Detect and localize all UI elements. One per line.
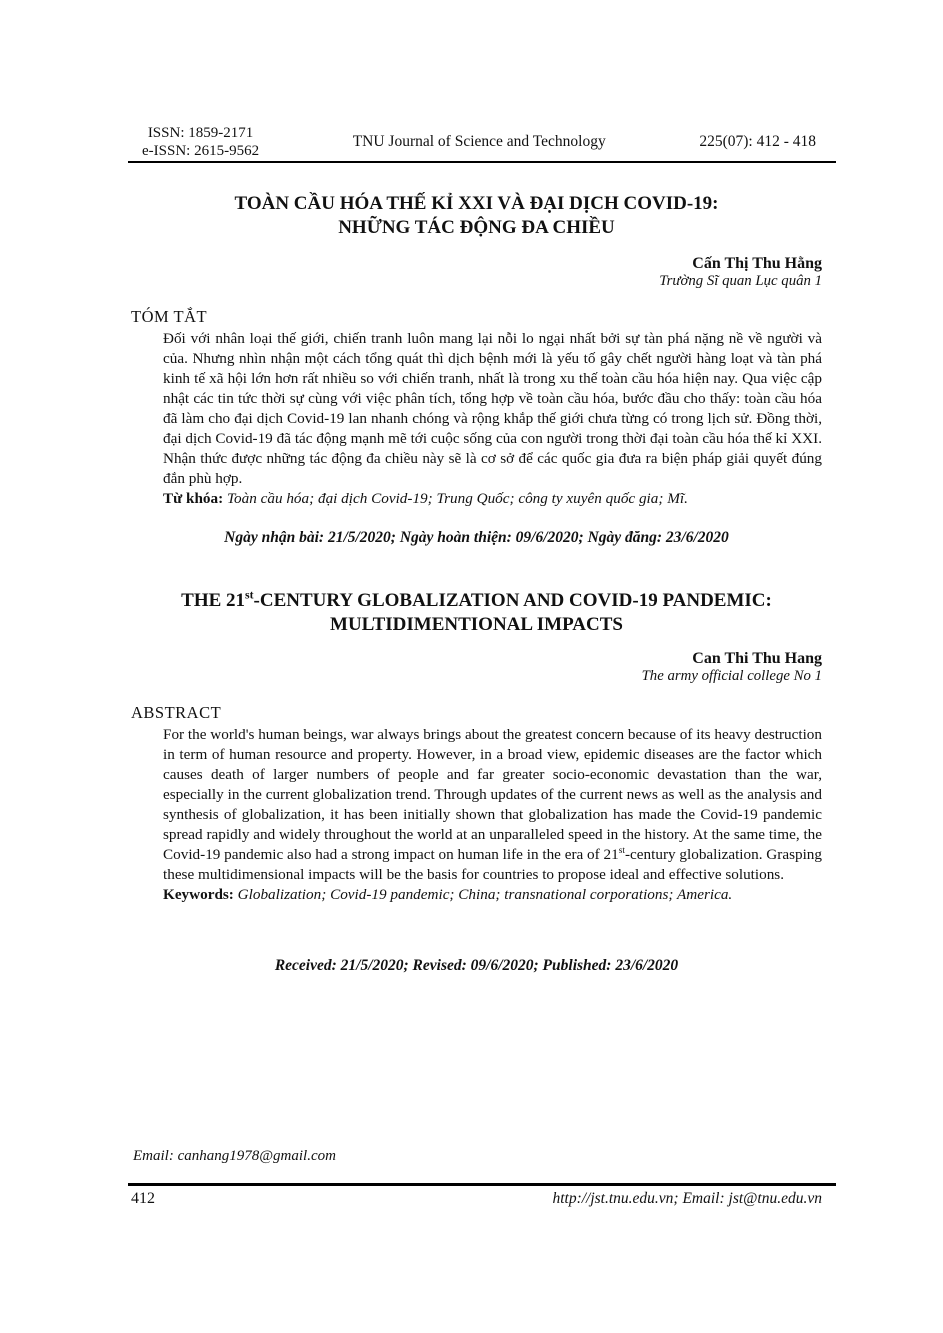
vi-keywords-label: Từ khóa: xyxy=(163,490,224,507)
en-author-affiliation: The army official college No 1 xyxy=(641,668,822,684)
footer-rule xyxy=(128,1183,836,1186)
en-article-title xyxy=(131,589,822,637)
eissn-line: e-ISSN: 2615-9562 xyxy=(142,143,260,159)
vi-author-name: Cấn Thị Thu Hằng xyxy=(692,255,822,272)
en-keywords-label: Keywords: xyxy=(163,886,234,903)
page-number: 412 xyxy=(131,1190,155,1207)
issn-line: ISSN: 1859-2171 xyxy=(147,125,254,141)
en-abstract-part2: -century globalization. Grasping these multidimensional impacts will be the basis for countries to propose ideal and effective solutions. xyxy=(163,846,822,883)
journal-name: TNU Journal of Science and Technology xyxy=(352,133,606,150)
vi-title-line2: NHỮNG TÁC ĐỘNG ĐA CHIỀU xyxy=(338,217,615,238)
en-author-block xyxy=(131,649,822,684)
vi-keywords-text: Toàn cầu hóa; đại dịch Covid-19; Trung Quốc; công ty xuyên quốc gia; Mĩ. xyxy=(226,490,688,507)
issue-info: 225(07): 412 - 418 xyxy=(699,133,816,150)
en-title-superscript: st xyxy=(245,588,254,602)
vi-author-affiliation: Trường Sĩ quan Lục quân 1 xyxy=(659,273,822,289)
vi-title-line1: TOÀN CẦU HÓA THẾ KỈ XXI VÀ ĐẠI DỊCH COVID-19: xyxy=(234,193,719,214)
vi-article-title xyxy=(131,192,822,240)
vi-dates-line: Ngày nhận bài: 21/5/2020; Ngày hoàn thiện: 09/6/2020; Ngày đăng: 23/6/2020 xyxy=(224,529,729,546)
journal-url: http://jst.tnu.edu.vn; Email: jst@tnu.edu.vn xyxy=(552,1190,822,1207)
en-title-part2: -CENTURY GLOBALIZATION AND COVID-19 PANDEMIC: xyxy=(253,590,772,611)
vi-keywords-line xyxy=(163,489,822,509)
author-email: Email: canhang1978@gmail.com xyxy=(133,1148,336,1164)
en-abstract-text xyxy=(163,725,822,885)
vi-abstract-paragraph xyxy=(163,329,822,509)
en-keywords-line xyxy=(163,885,822,905)
en-keywords-text: Globalization; Covid-19 pandemic; China; transnational corporations; America. xyxy=(237,886,733,903)
page-footer xyxy=(131,1190,822,1208)
en-abstract-part1: For the world's human beings, war always brings about the greatest concern because of its heavy destruction in term of human resource and property. However, in a broad view, epidemic diseases are the factor which causes death of larger numbers of people and far greater socio-economic devastation than the war, especially in the current globalization trend. Through updates of the current news as well as the analysis and synthesis of globalization, it has been initially shown that globalization has made the Covid-19 pandemic spread rapidly and widely throughout the world at an unparalleled speed in the history. At the same time, the Covid-19 pandemic also had a strong impact on human life in the era of 21 xyxy=(163,726,822,863)
received-line: Received: 21/5/2020; Revised: 09/6/2020; Published: 23/6/2020 xyxy=(274,957,679,974)
en-abstract-superscript: st xyxy=(618,845,625,856)
en-author-name: Can Thi Thu Hang xyxy=(692,650,822,667)
vi-abstract-text: Đối với nhân loại thế giới, chiến tranh luôn mang lại nỗi lo ngại nhất bởi sự tàn phá nặng nề về người và của. Nhưng nhìn nhận một cách tổng quát thì dịch bệnh mới là yếu tố gây chết người hàng loạt và tàn phá kinh tế xã hội lớn hơn rất nhiều so với chiến tranh, nhất là trong xu thế toàn cầu hóa hiện nay. Qua việc cập nhật các tin tức thời sự cùng với việc phân tích, tổng hợp về toàn cầu hóa, bước đầu cho thấy: toàn cầu hóa đã làm cho đại dịch Covid-19 lan nhanh chóng và rộng khắp thế giới chưa từng có trong lịch sử. Đồng thời, đại dịch Covid-19 đã tác động mạnh mẽ tới cuộc sống của con người trong thời đại toàn cầu hóa thế kỉ XXI. Nhận thức được những tác động đa chiều này sẽ là cơ sở để các quốc gia đưa ra biện pháp giải quyết đúng đắn phù hợp. xyxy=(163,330,822,487)
header-rule xyxy=(128,161,836,163)
en-title-part1: THE 21 xyxy=(181,590,246,611)
vi-author-block xyxy=(131,254,822,289)
en-title-line2: MULTIDIMENTIONAL IMPACTS xyxy=(330,614,623,635)
issn-block xyxy=(128,124,259,160)
en-abstract-paragraph xyxy=(163,725,822,905)
vi-abstract-heading: TÓM TẮT xyxy=(131,307,208,326)
page-header xyxy=(128,124,834,160)
en-abstract-heading: ABSTRACT xyxy=(131,703,222,722)
en-title-line1 xyxy=(131,589,822,613)
